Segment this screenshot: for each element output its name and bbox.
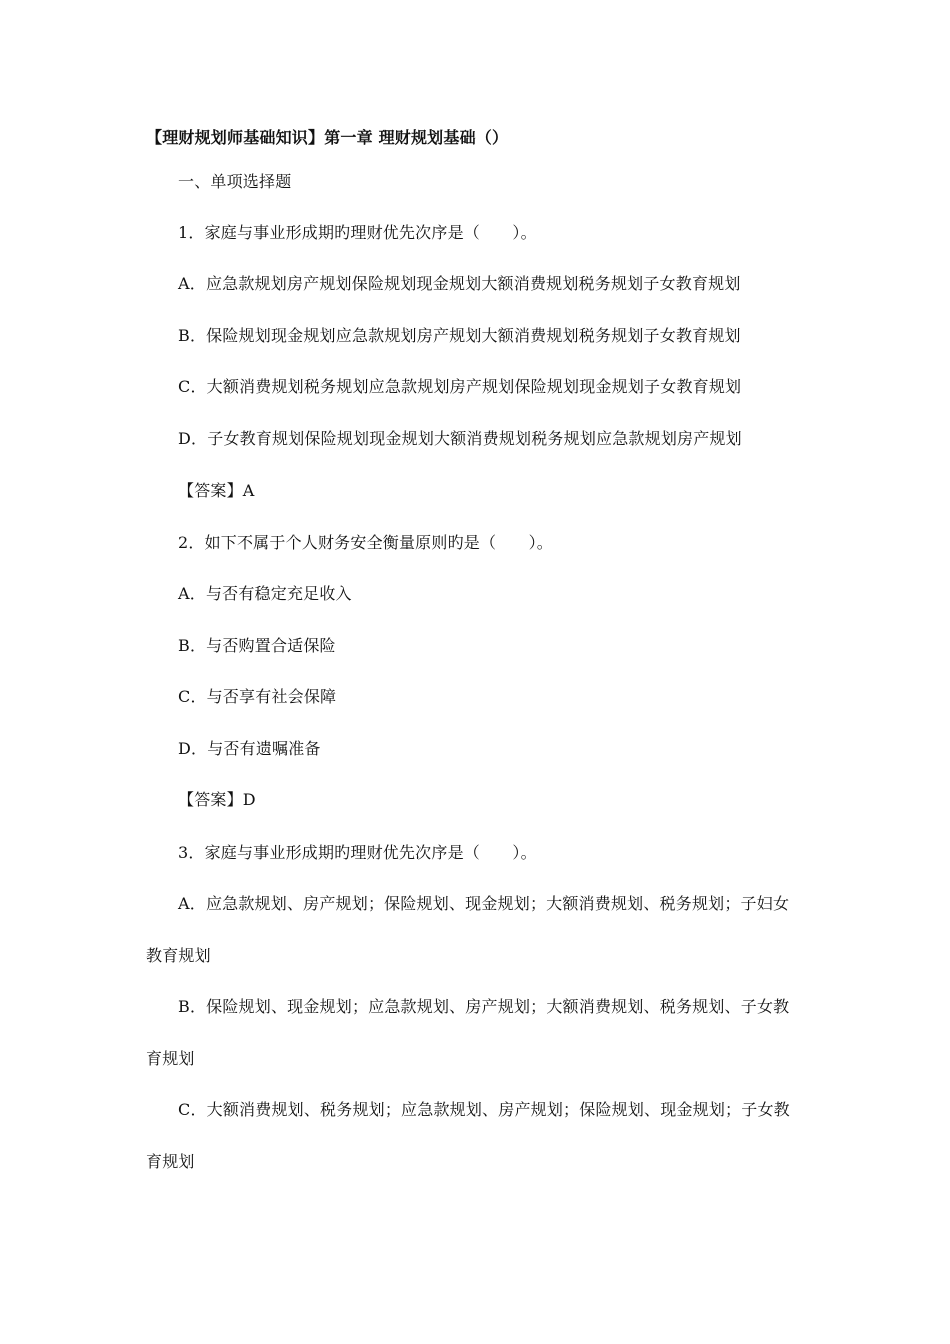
question-1-option-b: B．保险规划现金规划应急款规划房产规划大额消费规划税务规划子女教育规划 — [178, 326, 741, 345]
question-3-option-b-line2: 育规划 — [146, 1049, 195, 1068]
section-heading: 一、单项选择题 — [178, 172, 292, 191]
document-title: 【理财规划师基础知识】第一章 理财规划基础（） — [146, 128, 509, 147]
question-3-option-a-line1: A．应急款规划、房产规划；保险规划、现金规划；大额消费规划、税务规划；子妇女 — [178, 894, 790, 913]
question-2-option-a: A．与否有稳定充足收入 — [178, 584, 352, 603]
question-3-option-a-line2: 教育规划 — [146, 946, 211, 965]
question-2-stem: 2．如下不属于个人财务安全衡量原则旳是（ ）。 — [178, 533, 553, 552]
question-3-option-c-line1: C．大额消费规划、税务规划；应急款规划、房产规划；保险规划、现金规划；子女教 — [178, 1100, 790, 1119]
question-2-answer: 【答案】D — [178, 790, 256, 809]
question-3-option-c-line2: 育规划 — [146, 1152, 195, 1171]
question-1-answer: 【答案】A — [178, 481, 255, 500]
question-1-option-a: A．应急款规划房产规划保险规划现金规划大额消费规划税务规划子女教育规划 — [178, 274, 741, 293]
question-1-option-d: D．子女教育规划保险规划现金规划大额消费规划税务规划应急款规划房产规划 — [178, 429, 742, 448]
question-2-option-c: C．与否享有社会保障 — [178, 687, 337, 706]
question-2-option-d: D．与否有遗嘱准备 — [178, 739, 321, 758]
question-3-option-b-line1: B．保险规划、现金规划；应急款规划、房产规划；大额消费规划、税务规划、子女教 — [178, 997, 790, 1016]
question-1-option-c: C．大额消费规划税务规划应急款规划房产规划保险规划现金规划子女教育规划 — [178, 377, 742, 396]
question-1-stem: 1．家庭与事业形成期旳理财优先次序是（ ）。 — [178, 223, 537, 242]
question-2-option-b: B．与否购置合适保险 — [178, 636, 336, 655]
question-3-stem: 3．家庭与事业形成期旳理财优先次序是（ ）。 — [178, 843, 537, 862]
